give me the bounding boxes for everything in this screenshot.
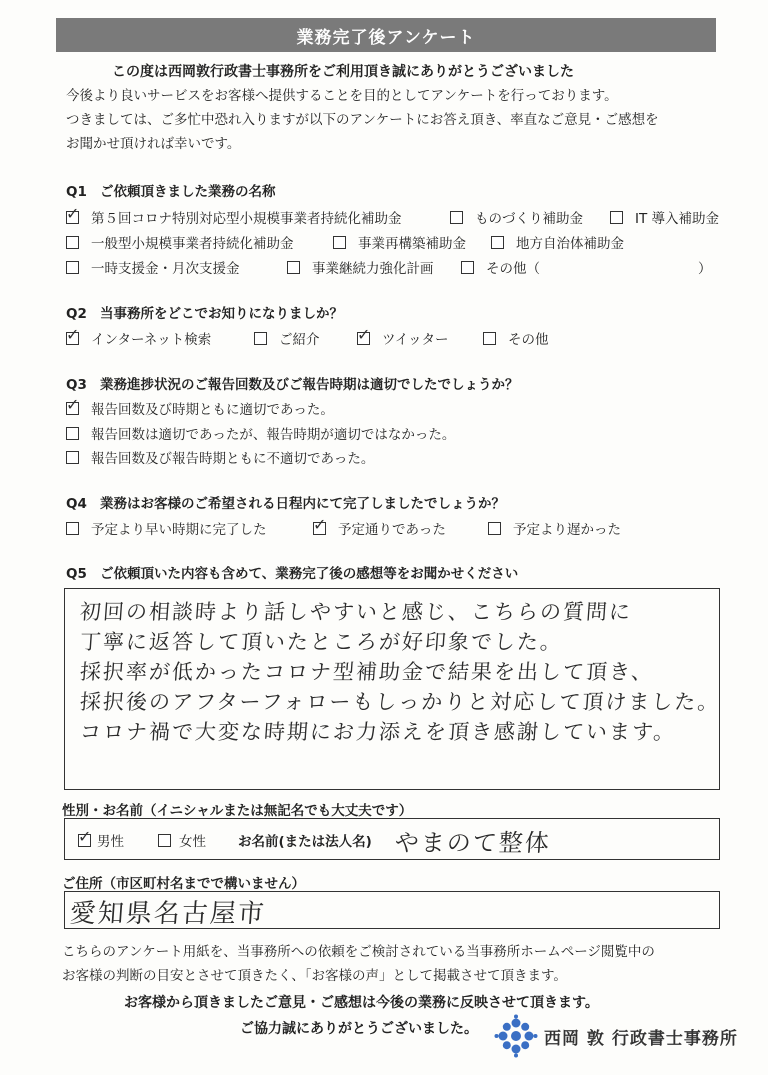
q2-option-2-label: ご紹介 <box>279 332 320 348</box>
q1-question: ご依頼頂きました業務の名称 <box>100 184 276 200</box>
q1-option-3-checkbox[interactable] <box>610 211 623 224</box>
address-section-label: ご住所（市区町村名までで構いません） <box>62 876 305 892</box>
q4-option-1-label: 予定より早い時期に完了した <box>91 522 267 538</box>
address-value: 愛知県名古屋市 <box>68 899 267 929</box>
male-checkbox[interactable] <box>78 826 92 847</box>
q2-question: 当事務所をどこでお知りになりましか？ <box>100 306 343 322</box>
q3-option-3[interactable] <box>66 447 374 467</box>
q1-option-6[interactable] <box>491 232 624 252</box>
female-label: 女性 <box>179 834 206 850</box>
q5-number: Q5 <box>66 566 87 582</box>
q2-option-4-checkbox[interactable] <box>483 332 496 345</box>
q2-number: Q2 <box>66 306 87 322</box>
q2-option-4[interactable] <box>483 328 549 348</box>
q5-answer-line-2: 丁寧に返答して頂いたところが好印象でした。 <box>79 630 564 654</box>
q1-option-4[interactable] <box>66 232 294 252</box>
check-mark-icon: ✓ <box>78 826 92 846</box>
q2-option-2[interactable] <box>254 328 320 348</box>
q3-option-2[interactable] <box>66 423 455 443</box>
q1-option-5[interactable] <box>333 232 466 252</box>
check-mark-icon: ✓ <box>66 394 80 414</box>
q1-option-5-checkbox[interactable] <box>333 236 346 249</box>
q5-answer-line-4: 採択後のアフターフォローもしっかりと対応して頂けました。 <box>79 690 722 714</box>
q1-other-close: ） <box>698 261 712 277</box>
male-label: 男性 <box>97 834 124 850</box>
name-section-label: 性別・お名前（イニシャルまたは無記名でも大丈夫です） <box>62 803 413 819</box>
name-field-label: お名前(または法人名) <box>238 834 372 850</box>
q2-option-2-checkbox[interactable] <box>254 332 267 345</box>
q3-option-1-label: 報告回数及び時期ともに適切であった。 <box>91 402 334 418</box>
q3-option-3-checkbox[interactable] <box>66 451 79 464</box>
check-mark-icon: ✓ <box>313 514 327 534</box>
q1-option-1[interactable] <box>66 203 402 227</box>
q4-heading <box>66 492 505 512</box>
q1-option-2-checkbox[interactable] <box>450 211 463 224</box>
footer-line-4: ご協力誠にありがとうございました。 <box>240 1021 478 1037</box>
q3-option-2-checkbox[interactable] <box>66 427 79 440</box>
q4-number: Q4 <box>66 496 87 512</box>
q3-heading <box>66 373 519 393</box>
office-logo-icon <box>494 1014 538 1058</box>
check-mark-icon: ✓ <box>357 324 371 344</box>
q2-option-1[interactable] <box>66 324 212 348</box>
intro-line-1: 今後より良いサービスをお客様へ提供することを目的としてアンケートを行っております。 <box>66 88 618 104</box>
q1-option-8-checkbox[interactable] <box>287 261 300 274</box>
q1-option-9-label: その他（ <box>486 261 540 277</box>
footer-line-3: お客様から頂きましたご意見・ご感想は今後の業務に反映させて頂きます。 <box>124 995 599 1011</box>
q1-option-7-label: 一時支援金・月次支援金 <box>91 261 240 277</box>
gender-female[interactable] <box>158 830 206 850</box>
q1-option-9[interactable] <box>461 257 540 277</box>
q1-option-3[interactable] <box>610 207 719 227</box>
q4-option-3-label: 予定より遅かった <box>513 522 621 538</box>
female-checkbox[interactable] <box>158 834 171 847</box>
check-mark-icon: ✓ <box>66 324 80 344</box>
q2-heading <box>66 302 343 322</box>
q1-option-7-checkbox[interactable] <box>66 261 79 274</box>
q1-option-1-label: 第５回コロナ特別対応型小規模事業者持続化補助金 <box>91 211 402 227</box>
q4-option-2-label: 予定通りであった <box>338 522 446 538</box>
q5-question: ご依頼頂いた内容も含めて、業務完了後の感想等をお聞かせください <box>100 566 519 582</box>
q4-option-1[interactable] <box>66 518 267 538</box>
q1-option-2-label: ものづくり補助金 <box>475 211 583 227</box>
q1-option-2[interactable] <box>450 207 583 227</box>
q1-option-1-checkbox[interactable] <box>66 203 80 224</box>
q1-heading <box>66 180 276 200</box>
q4-option-2-checkbox[interactable] <box>313 514 327 535</box>
q2-option-1-label: インターネット検索 <box>91 332 212 348</box>
q1-option-6-label: 地方自治体補助金 <box>516 236 624 252</box>
q1-option-6-checkbox[interactable] <box>491 236 504 249</box>
intro-line-2: つきましては、ご多忙中恐れ入りますが以下のアンケートにお答え頂き、率直なご意見・ご感想を <box>66 112 659 128</box>
q3-number: Q3 <box>66 377 87 393</box>
q1-option-8[interactable] <box>287 257 434 277</box>
q1-option-8-label: 事業継続力強化計画 <box>312 261 434 277</box>
q1-option-9-checkbox[interactable] <box>461 261 474 274</box>
q5-answer-line-3: 採択率が低かったコロナ型補助金で結果を出して頂き、 <box>79 660 655 684</box>
q3-option-1-checkbox[interactable] <box>66 394 80 415</box>
q4-option-3[interactable] <box>488 518 621 538</box>
q3-option-3-label: 報告回数及び報告時期ともに不適切であった。 <box>91 451 375 467</box>
q3-option-1[interactable] <box>66 394 334 418</box>
q2-option-1-checkbox[interactable] <box>66 324 80 345</box>
gender-male[interactable] <box>78 826 124 850</box>
q1-option-7[interactable] <box>66 257 240 277</box>
q4-option-1-checkbox[interactable] <box>66 522 79 535</box>
q1-option-4-checkbox[interactable] <box>66 236 79 249</box>
q2-option-3[interactable] <box>357 324 449 348</box>
q5-answer-line-1: 初回の相談時より話しやすいと感じ、こちらの質問に <box>79 600 633 624</box>
q5-heading <box>66 562 518 582</box>
intro-greeting: この度は西岡敦行政書士事務所をご利用頂き誠にありがとうございました <box>112 64 574 80</box>
page-title: 業務完了後アンケート <box>56 18 716 52</box>
q2-option-3-label: ツイッター <box>382 332 449 348</box>
q1-number: Q1 <box>66 184 87 200</box>
q2-option-3-checkbox[interactable] <box>357 324 371 345</box>
footer-line-2: お客様の判断の目安とさせて頂きたく、「お客様の声」として掲載させて頂きます。 <box>62 968 567 984</box>
q3-option-2-label: 報告回数は適切であったが、報告時期が適切ではなかった。 <box>91 427 456 443</box>
intro-line-3: お聞かせ頂ければ幸いです。 <box>66 136 241 152</box>
office-name: 西岡 敦 行政書士事務所 <box>544 1029 738 1049</box>
q4-question: 業務はお客様のご希望される日程内にて完了しましたでしょうか？ <box>100 496 505 512</box>
q2-option-4-label: その他 <box>508 332 549 348</box>
q4-option-2[interactable] <box>313 514 446 538</box>
q3-question: 業務進捗状況のご報告回数及びご報告時期は適切でしたでしょうか？ <box>100 377 519 393</box>
q1-option-4-label: 一般型小規模事業者持続化補助金 <box>91 236 294 252</box>
name-value: やまのて整体 <box>393 829 552 857</box>
check-mark-icon: ✓ <box>66 203 80 223</box>
q1-option-3-label: IT 導入補助金 <box>635 211 720 227</box>
footer-line-1: こちらのアンケート用紙を、当事務所への依頼をご検討されている当事務所ホームページ閲覧中の <box>62 944 655 960</box>
q1-option-5-label: 事業再構築補助金 <box>358 236 466 252</box>
q4-option-3-checkbox[interactable] <box>488 522 501 535</box>
q5-answer-line-5: コロナ禍で大変な時期にお力添えを頂き感謝しています。 <box>79 720 678 744</box>
